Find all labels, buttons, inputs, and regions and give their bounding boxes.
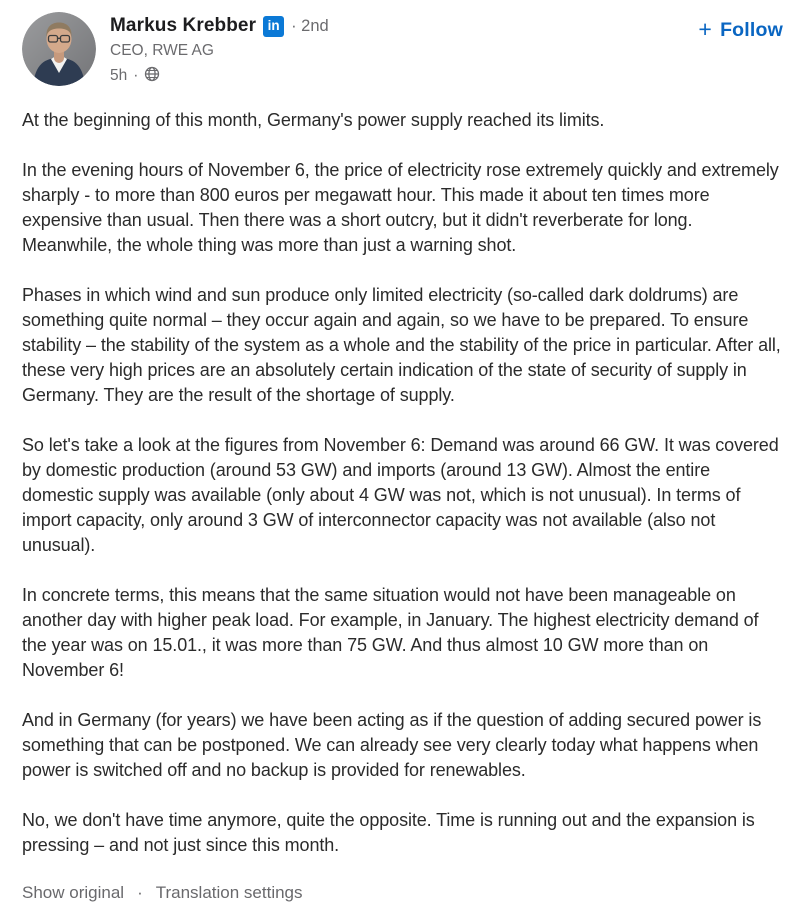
plus-icon: + — [698, 16, 713, 42]
author-headline: CEO, RWE AG — [110, 42, 214, 59]
show-original-link[interactable]: Show original — [22, 883, 125, 902]
post-body — [22, 108, 783, 858]
post-paragraph: At the beginning of this month, Germany's power supply reached its limits. — [22, 110, 605, 130]
post-header — [22, 12, 783, 87]
author-name[interactable]: Markus Krebber — [110, 15, 257, 36]
post-paragraph: And in Germany (for years) we have been acting as if the question of adding secured power is something that can be postponed. We can already see very clearly today what happens when power is switched off and no backup is provided for renewables. — [22, 710, 762, 780]
follow-button[interactable] — [698, 16, 783, 42]
post-paragraph: No, we don't have time anymore, quite the opposite. Time is running out and the expansion is pressing – and not just since this month. — [22, 810, 755, 855]
linkedin-badge-icon: in — [263, 16, 284, 37]
follow-label: Follow — [720, 19, 783, 41]
footer-separator: · — [137, 883, 143, 902]
post-paragraph: In the evening hours of November 6, the price of electricity rose extremely quickly and extremely sharply - to more than 800 euros per megawatt hour. This made it about ten times more expensive than usual. Then there was a short outcry, but it didn't reverberate for long. Meanwhile, the whole thing was more than just a warning shot. — [22, 160, 779, 255]
post-timestamp: 5h — [110, 67, 128, 84]
author-name-row — [110, 15, 329, 37]
post-paragraph: Phases in which wind and sun produce only limited electricity (so-called dark doldrums) are something quite normal – they occur again and again, so we have to be prepared. To ensure stability – the stability of the system as a whole and the stability of the price in particular. After all, these very high prices are an absolutely certain indication of the state of security of supply in Germany. They are the result of the shortage of supply. — [22, 285, 781, 405]
connection-degree: · 2nd — [291, 16, 329, 35]
post-paragraph: In concrete terms, this means that the same situation would not have been manageable on another day with higher peak load. For example, in January. The highest electricity demand of the year was on 15.01., it was more than 75 GW. And thus almost 10 GW more than on November 6! — [22, 585, 759, 680]
avatar-portrait — [22, 12, 96, 86]
globe-icon — [144, 66, 160, 87]
translation-settings-link[interactable]: Translation settings — [155, 883, 303, 902]
post-meta — [110, 65, 329, 87]
meta-separator: · — [133, 67, 139, 84]
translation-footer — [22, 883, 783, 903]
post-paragraph: So let's take a look at the figures from November 6: Demand was around 66 GW. It was covered by domestic production (around 53 GW) and imports (around 13 GW). Almost the entire domestic supply was available (only about 4 GW was not, which is not unusual). In terms of import capacity, only around 3 GW of interconnector capacity was not available (also not unusual). — [22, 435, 779, 555]
avatar[interactable] — [22, 12, 96, 86]
author-info — [110, 12, 329, 87]
